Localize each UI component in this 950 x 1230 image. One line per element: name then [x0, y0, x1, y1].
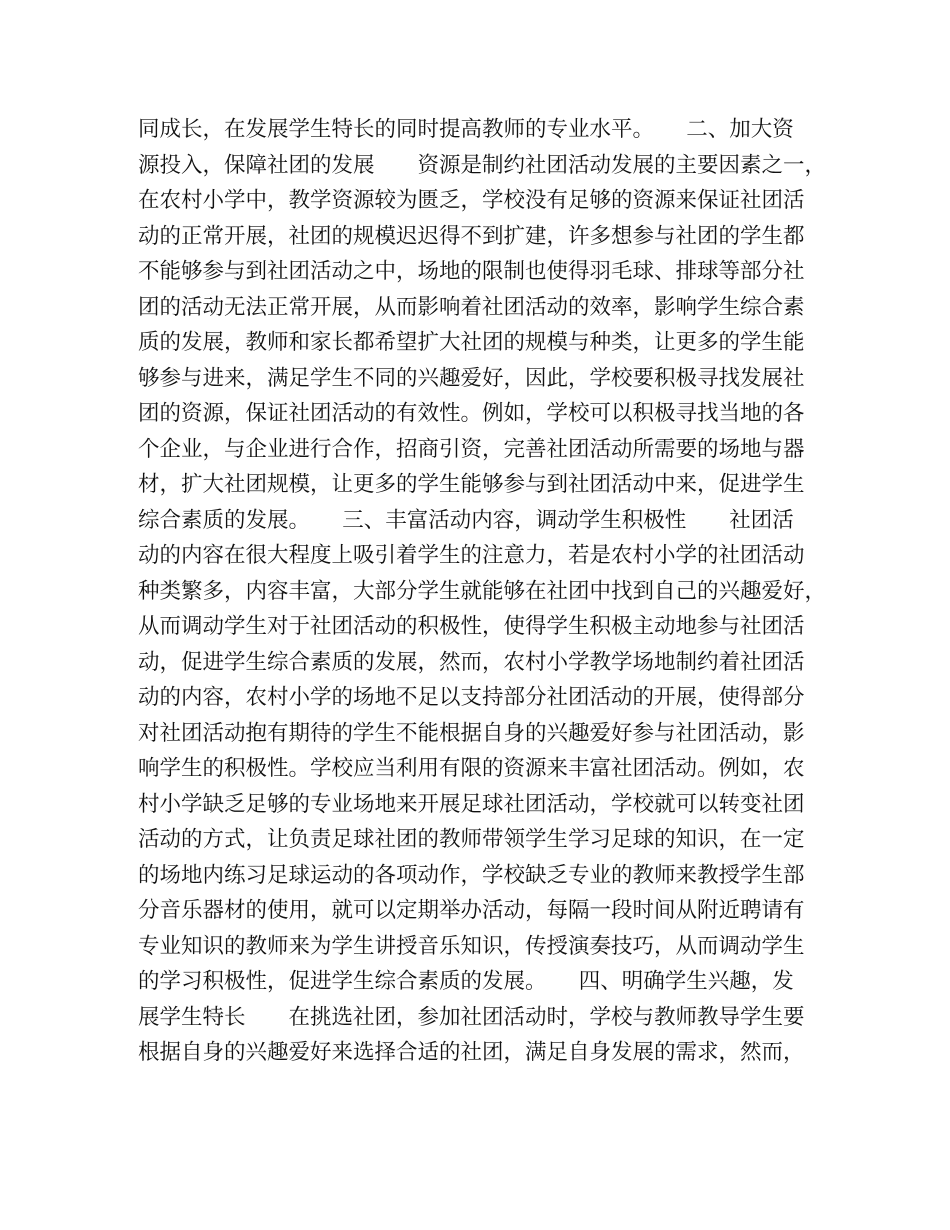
text-line: 源投入，保障社团的发展 资源是制约社团活动发展的主要因素之一， [138, 152, 827, 178]
text-line: 展学生特长 在挑选社团，参加社团活动时，学校与教师教导学生要 [138, 1004, 805, 1030]
text-line: 个企业，与企业进行合作，招商引资，完善社团活动所需要的场地与器 [138, 436, 805, 462]
text-line: 响学生的积极性。学校应当利用有限的资源来丰富社团活动。例如，农 [138, 756, 805, 781]
text-line: 对社团活动抱有期待的学生不能根据自身的兴趣爱好参与社团活动，影 [138, 720, 805, 746]
text-line: 动的内容，农村小学的场地不足以支持部分社团活动的开展，使得部分 [138, 685, 805, 710]
text-line: 动的正常开展，社团的规模迟迟得不到扩建，许多想参与社团的学生都 [138, 223, 805, 249]
text-line: 不能够参与到社团活动之中，场地的限制也使得羽毛球、排球等部分社 [138, 259, 805, 284]
text-line: 质的发展，教师和家长都希望扩大社团的规模与种类，让更多的学生能 [138, 330, 805, 355]
text-line: 够参与进来，满足学生不同的兴趣爱好，因此，学校要积极寻找发展社 [138, 365, 805, 391]
text-line: 在农村小学中，教学资源较为匮乏，学校没有足够的资源来保证社团活 [138, 188, 805, 213]
text-line: 综合素质的发展。 三、丰富活动内容，调动学生积极性 社团活 [138, 507, 794, 533]
text-line: 的场地内练习足球运动的各项动作，学校缺乏专业的教师来教授学生部 [138, 862, 805, 888]
text-line: 分音乐器材的使用，就可以定期举办活动，每隔一段时间从附近聘请有 [138, 898, 805, 923]
text-line: 材，扩大社团规模，让更多的学生能够参与到社团活动中来，促进学生 [138, 472, 805, 497]
body-text [138, 112, 828, 1071]
text-line: 专业知识的教师来为学生讲授音乐知识，传授演奏技巧，从而调动学生 [138, 933, 805, 959]
text-line: 村小学缺乏足够的专业场地来开展足球社团活动，学校就可以转变社团 [138, 791, 805, 817]
text-line: 种类繁多，内容丰富，大部分学生就能够在社团中找到自己的兴趣爱好， [138, 578, 827, 604]
text-line: 从而调动学生对于社团活动的积极性，使得学生积极主动地参与社团活 [138, 614, 805, 639]
text-line: 动，促进学生综合素质的发展，然而，农村小学教学场地制约着社团活 [138, 649, 805, 675]
text-line: 的学习积极性，促进学生综合素质的发展。 四、明确学生兴趣，发 [138, 969, 794, 994]
text-line: 同成长，在发展学生特长的同时提高教师的专业水平。 二、加大资 [138, 117, 794, 142]
text-line: 团的活动无法正常开展，从而影响着社团活动的效率，影响学生综合素 [138, 294, 805, 320]
text-line: 动的内容在很大程度上吸引着学生的注意力，若是农村小学的社团活动 [138, 543, 805, 568]
text-line: 团的资源，保证社团活动的有效性。例如，学校可以积极寻找当地的各 [138, 401, 805, 426]
text-line: 根据自身的兴趣爱好来选择合适的社团，满足自身发展的需求，然而， [138, 1040, 805, 1065]
text-line: 活动的方式，让负责足球社团的教师带领学生学习足球的知识，在一定 [138, 827, 805, 852]
